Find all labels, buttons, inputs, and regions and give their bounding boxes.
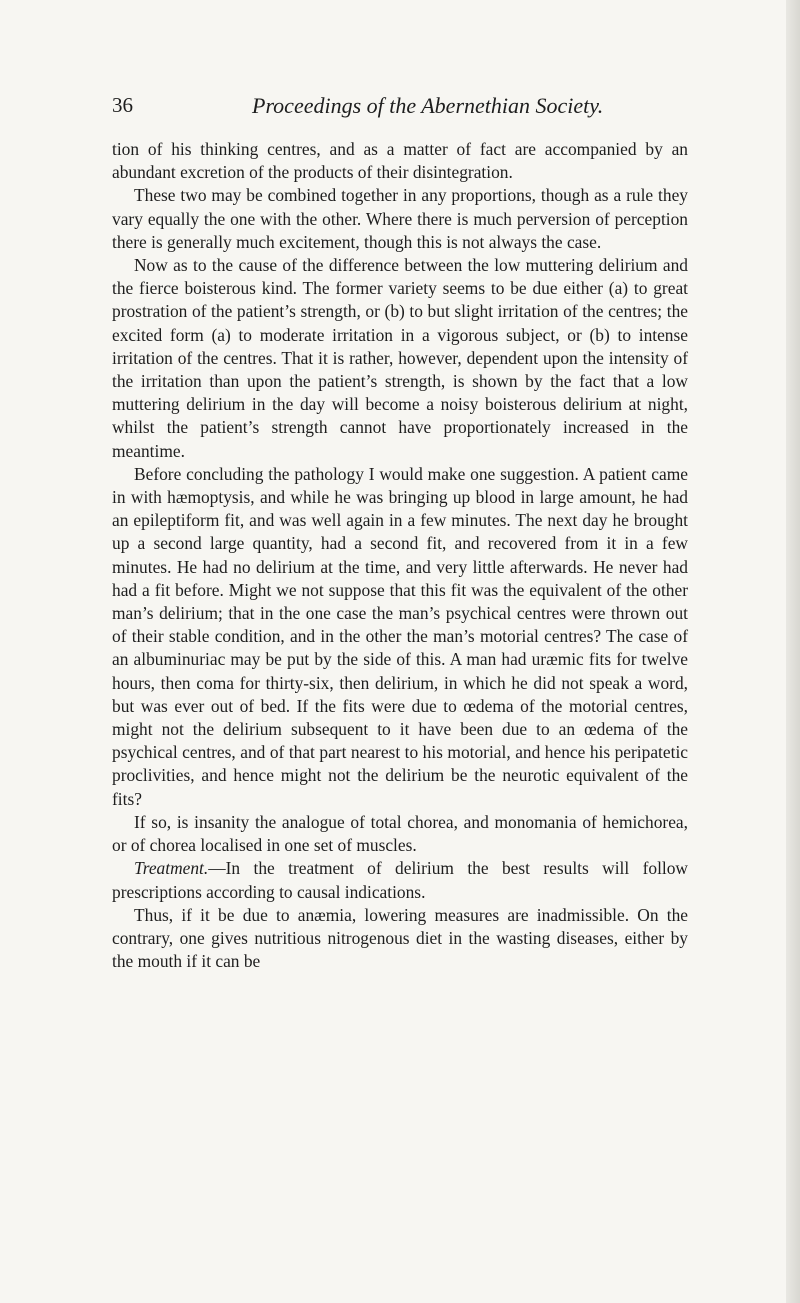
body-text bbox=[112, 138, 688, 973]
paragraph-6-text: —In the treatment of delirium the best results will follow prescriptions according to causal indications. bbox=[112, 858, 688, 902]
page-edge bbox=[786, 0, 800, 1303]
page-header bbox=[112, 93, 672, 127]
paragraph-7: Thus, if it be due to anæmia, lowering measures are inadmissible. On the contrary, one gives nutritious nitrogenous diet in the wasting diseases, either by the mouth if it can be bbox=[112, 904, 688, 972]
running-title: Proceedings of the Abernethian Society. bbox=[252, 93, 604, 118]
paragraph-3: Now as to the cause of the difference between the low muttering delirium and the fierce boisterous kind. The former variety seems to be due either (a) to great prostration of the patient’s strength, or (b) to but slight irritation of the centres; the excited form (a) to moderate irritation in a vigorous subject, or (b) to intense irritation of the centres. That it is rather, however, dependent upon the intensity of the irritation than upon the patient’s strength, is shown by the fact that a low muttering delirium in the day will become a noisy boisterous delirium at night, whilst the patient’s strength cannot have proportionately increased in the meantime. bbox=[112, 255, 688, 461]
treatment-heading: Treatment. bbox=[134, 858, 209, 879]
paragraph-2: These two may be combined together in any proportions, though as a rule they vary equally the one with the other. Where there is much perversion of perception there is generally much excitement, though this is not always the case. bbox=[112, 185, 688, 252]
paragraph-4: Before concluding the pathology I would make one suggestion. A patient came in with hæmoptysis, and while he was bringing up blood in large amount, he had an epileptiform fit, and was well again in a few minutes. The next day he brought up a second large quantity, had a second fit, and recovered from it in a few minutes. He had no delirium at the time, and very little afterwards. He never had had a fit before. Might we not suppose that this fit was the equivalent of the other man’s delirium; that in the one case the man’s psychical centres were thrown out of their stable condition, and in the other the man’s motorial centres? The case of an albuminuriac may be put by the side of this. A man had uræmic fits for twelve hours, then coma for thirty-six, then delirium, in which he did not speak a word, but was ever out of bed. If the fits were due to œdema of the motorial centres, might not the delirium subsequent to it have been due to an œdema of the psychical centres, and of that part nearest to his motorial, and hence his peripatetic proclivities, and hence might not the delirium be the neurotic equivalent of the fits? bbox=[112, 463, 688, 809]
paragraph-5: If so, is insanity the analogue of total chorea, and monomania of hemichorea, or of chorea localised in one set of muscles. bbox=[112, 811, 688, 856]
page-number: 36 bbox=[112, 93, 133, 117]
paragraph-1: tion of his thinking centres, and as a matter of fact are accompanied by an abundant excretion of the products of their disintegration. bbox=[112, 139, 688, 183]
paragraph-6 bbox=[112, 857, 688, 903]
